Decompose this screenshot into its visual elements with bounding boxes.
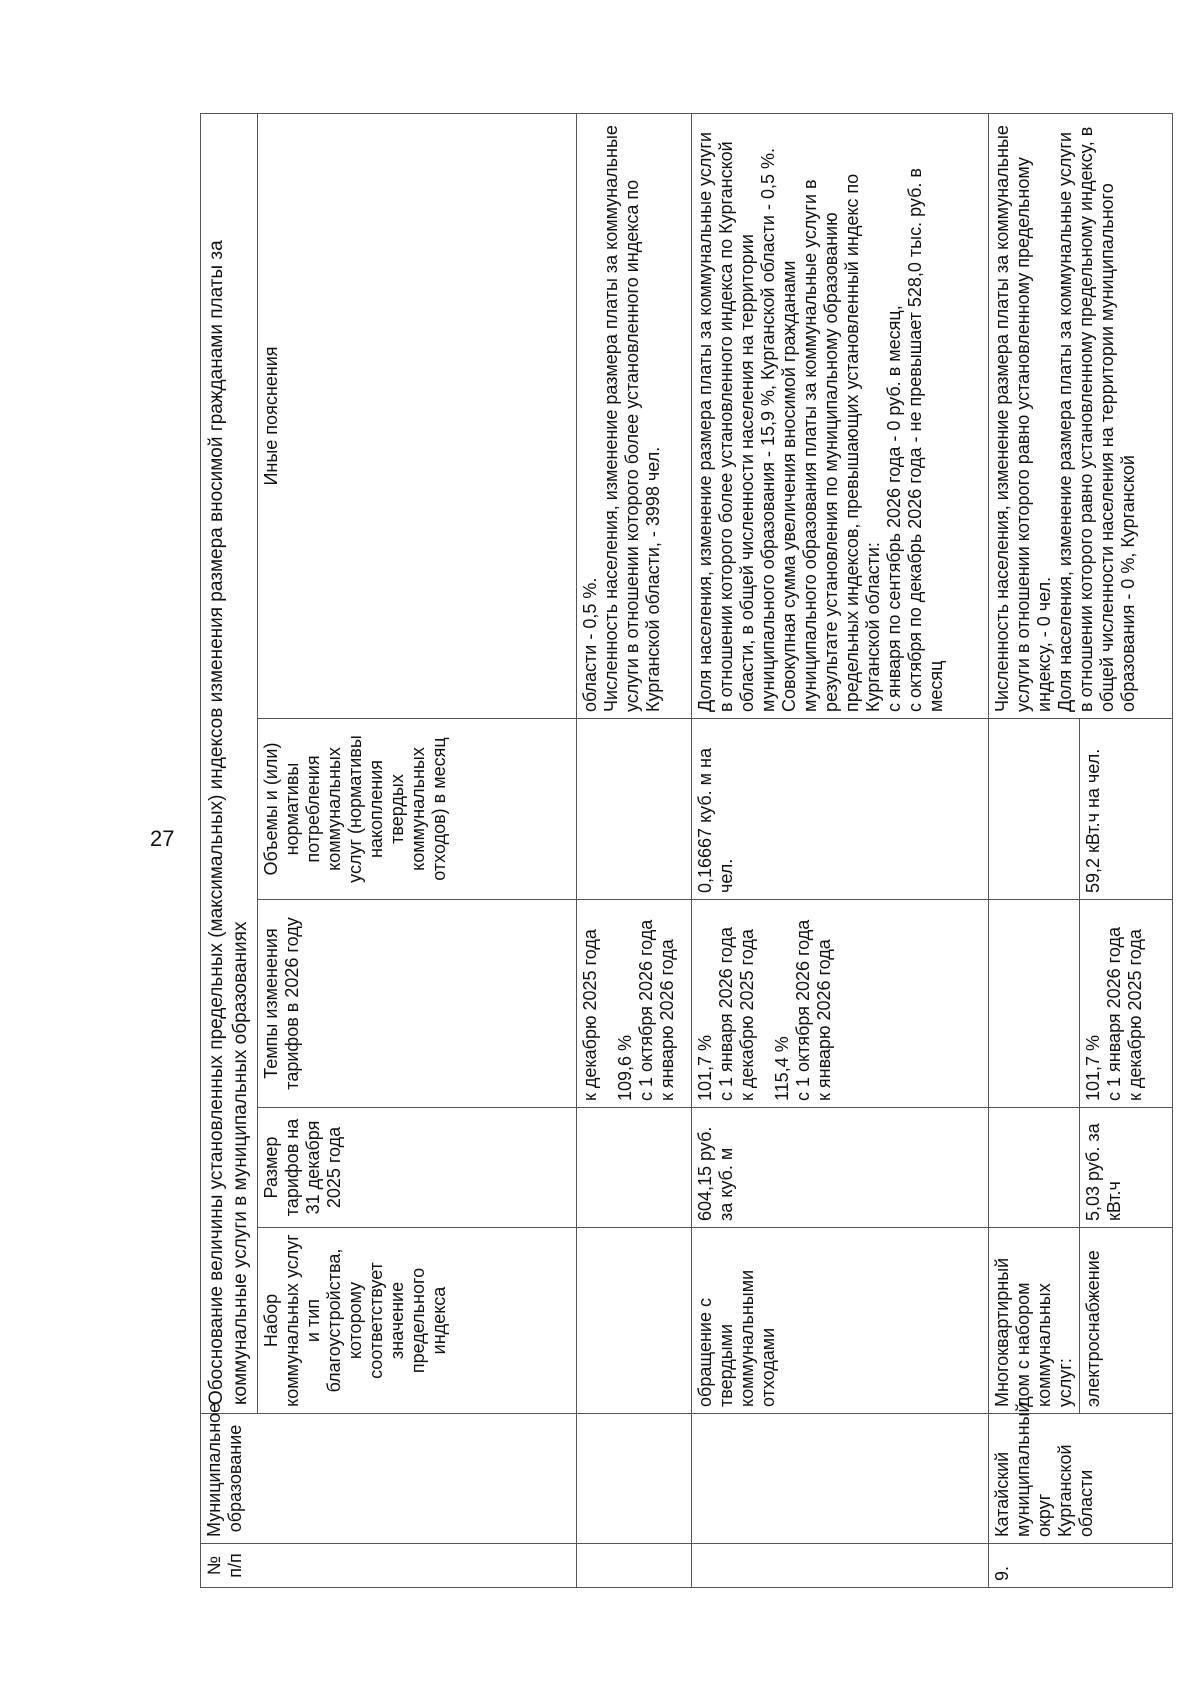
cell-municipality	[692, 1414, 989, 1544]
header-volumes: Объемы и (или) нормативы потребления коммунальных услуг (нормативы накопления твердых коммунальных отходов) в месяц	[258, 719, 577, 900]
table-header-row	[201, 114, 258, 1588]
cell-service: электроснабжение	[1080, 1228, 1173, 1414]
cell-growth	[989, 900, 1080, 1108]
header-growth: Темпы изменения тарифов в 2026 году	[258, 900, 577, 1108]
table-caption: Обоснование величины установленных предельных (максимальных) индексов изменения размера вносимой гражданами платы за коммунальные услуги в муниципальных образованиях	[201, 114, 258, 1414]
cell-growth	[692, 900, 989, 1108]
cell-num: 9.	[989, 1544, 1173, 1588]
cell-service: обращение с твердыми коммунальными отходами	[692, 1228, 989, 1414]
rotated-page-content	[200, 114, 1168, 1588]
cell-notes: области - 0,5 %. Численность населения, изменение размера платы за коммунальные услуги в отношении которого более установленного индекса по Курганской области, - 3998 чел.	[577, 114, 692, 719]
cell-notes: Доля населения, изменение размера платы за коммунальные услуги в отношении которого более установленного индекса по Курганской области, в общей численности населения на территории муниципального образования - 15,9 %, Курганской области - 0,5 %. Совокупная сумма увеличения вносимой гражданами муниципального образования платы за коммунальные услуги в результате установления по муниципальному образованию предельных индексов, превышающих установленный индекс по Курганской области: с января по сентябрь 2026 года - 0 руб. в месяц, с октября по декабрь 2026 года - не превышает 528,0 тыс. руб. в месяц	[692, 114, 989, 719]
growth-from: с 1 января 2026 года	[716, 927, 736, 1101]
growth-value: 115,4 %	[772, 1036, 792, 1101]
growth-period: к декабрю 2025 года	[580, 929, 600, 1101]
table-subheader-row	[258, 114, 577, 1588]
header-tariff-size: Размер тарифов на 31 декабря 2025 года	[258, 1108, 577, 1228]
cell-volume	[577, 719, 692, 900]
cell-municipality	[577, 1414, 692, 1544]
page-number: 27	[150, 826, 175, 851]
cell-tariff: 5,03 руб. за кВт.ч	[1080, 1108, 1173, 1228]
header-num: № п/п	[201, 1544, 577, 1588]
cell-num	[692, 1544, 989, 1588]
cell-service: Многоквартирный дом с набором коммунальных услуг:	[989, 1228, 1080, 1414]
cell-num	[577, 1544, 692, 1588]
cell-municipality: Катайский муниципальный округ Курганской области	[989, 1414, 1173, 1544]
table-row	[577, 114, 692, 1588]
header-municipality: Муниципальное образование	[201, 1414, 577, 1544]
cell-tariff: 604,15 руб. за куб. м	[692, 1108, 989, 1228]
cell-volume: 0,16667 куб. м на чел.	[692, 719, 989, 900]
header-services: Набор коммунальных услуг и тип благоустройства, которому соответствует значение предельного индекса	[258, 1228, 577, 1414]
growth-from: с 1 января 2026 года	[1104, 927, 1124, 1101]
growth-value: 101,7 %	[1083, 1034, 1103, 1101]
growth-from: с 1 октября 2026 года	[636, 919, 656, 1101]
growth-value: 101,7 %	[695, 1034, 715, 1101]
table-row	[989, 114, 1080, 1588]
growth-to: к декабрю 2025 года	[1125, 929, 1145, 1101]
cell-growth	[1080, 900, 1173, 1108]
growth-to: к январю 2026 года	[657, 939, 677, 1101]
cell-volume: 59,2 кВт.ч на чел.	[1080, 719, 1173, 900]
cell-volume	[989, 719, 1080, 900]
cell-notes: Численность населения, изменение размера платы за коммунальные услуги в отношении которого равно установленному предельному индексу, - 0 чел. Доля населения, изменение размера платы за коммунальные услуги в отношении которого равно установленному предельному индексу, в общей численности населения на территории муниципального образования - 0 %, Курганской	[989, 114, 1173, 719]
table-row	[692, 114, 989, 1588]
cell-service	[577, 1228, 692, 1414]
cell-tariff	[577, 1108, 692, 1228]
tariff-index-table	[200, 113, 1173, 1588]
header-notes: Иные пояснения	[258, 114, 577, 719]
cell-growth	[577, 900, 692, 1108]
growth-to: к январю 2026 года	[814, 939, 834, 1101]
growth-to: к декабрю 2025 года	[737, 929, 757, 1101]
growth-value: 109,6 %	[615, 1034, 635, 1101]
growth-from: с 1 октября 2026 года	[793, 919, 813, 1101]
cell-tariff	[989, 1108, 1080, 1228]
